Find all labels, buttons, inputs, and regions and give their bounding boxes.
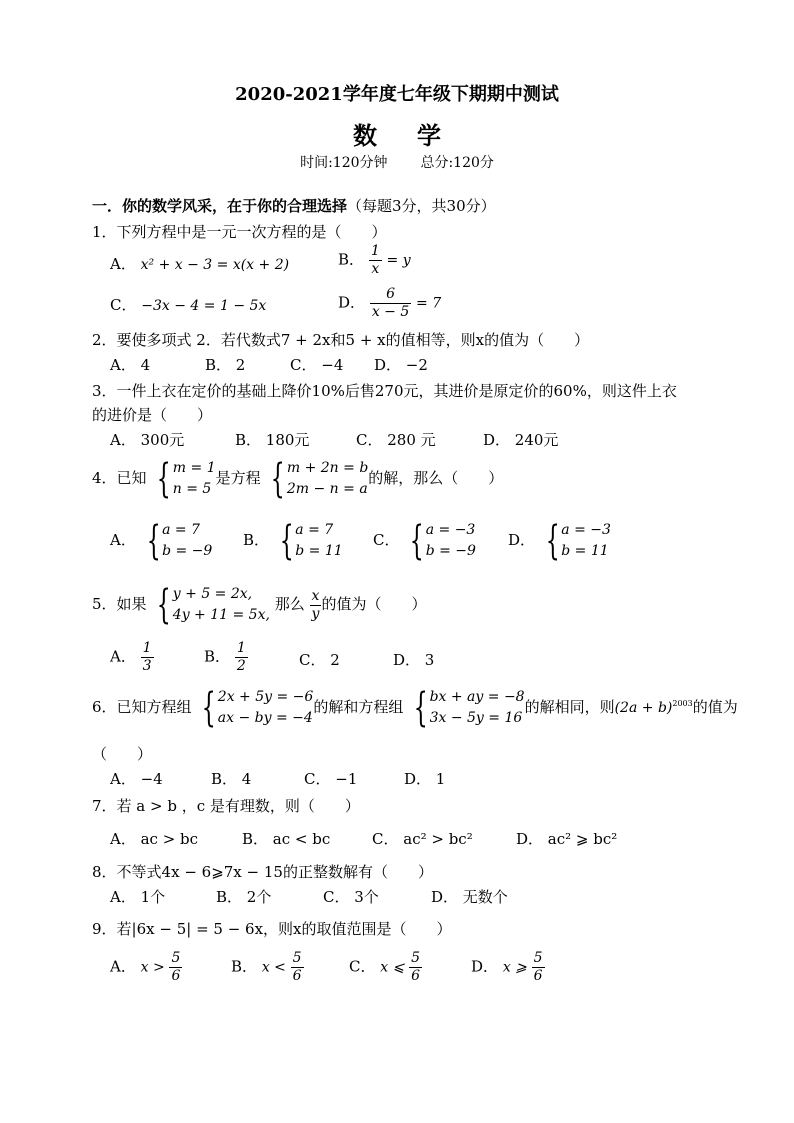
question-7-stem: 7．若 a > b ，c 是有理数，则（ ） <box>92 797 360 815</box>
q9-a-label: A． <box>110 957 136 976</box>
q6-sys2-row1: bx + ay = −8 <box>429 689 525 705</box>
q5-a-den: 3 <box>142 658 152 674</box>
q4-c-system: { a = −3 b = −9 <box>409 518 476 564</box>
q9-c-label: C． <box>349 957 376 976</box>
q5-system: { y + 5 = 2x, 4y + 11 = 5x, <box>157 582 270 628</box>
q5-frac-den: y <box>311 605 320 622</box>
q9-d-label: D． <box>471 957 499 976</box>
q4-d-row2: b = 11 <box>561 543 609 559</box>
q4-c-row1: a = −3 <box>425 522 476 538</box>
q1-b-label: B． <box>338 250 365 269</box>
q8-option-d: D． 无数个 <box>431 888 508 906</box>
q6-exponent: 2003 <box>672 699 693 708</box>
q1-d-rest: = 7 <box>416 295 442 312</box>
subject-title: 数学 <box>353 121 481 150</box>
q9-a-num: 5 <box>171 950 181 966</box>
q9-d-den: 6 <box>533 968 543 984</box>
q9-option-a <box>110 950 182 985</box>
q4-mid: 是方程 <box>215 469 261 487</box>
q4-d-row1: a = −3 <box>561 522 611 538</box>
q5-a-label: A． <box>110 647 136 666</box>
section-heading <box>92 195 496 216</box>
question-3-stem-line2: 的进价是（ ） <box>92 406 213 424</box>
score-label: 总分:120分 <box>420 155 494 171</box>
q6-sys2-row2: 3x − 5y = 16 <box>429 710 523 726</box>
q2-option-c: C． −4 <box>290 356 344 374</box>
question-2-stem: 2．要使多项式 2．若代数式7 + 2x和5 + x的值相等，则x的值为（ ） <box>92 331 590 349</box>
q4-a-system: { a = 7 b = −9 <box>146 518 213 564</box>
q1-b-num: 1 <box>370 243 380 259</box>
q7-option-a: A． ac > bc <box>110 830 199 848</box>
q1-option-b <box>338 243 411 278</box>
q7-option-b: B． ac < bc <box>242 830 331 848</box>
q1-b-rest: = y <box>386 252 411 269</box>
q5-b-fraction <box>235 640 248 675</box>
q9-b-label: B． <box>231 957 258 976</box>
q1-option-d <box>338 286 441 321</box>
question-8-stem: 8．不等式4x − 6⩾7x − 15的正整数解有（ ） <box>92 863 433 881</box>
q9-d-rel: x ⩾ <box>502 959 527 976</box>
q2-option-d: D． −2 <box>374 356 428 374</box>
q6-option-b: B． 4 <box>211 770 252 788</box>
q8-option-a: A． 1个 <box>110 888 166 906</box>
q4-a-row1: a = 7 <box>162 522 200 538</box>
q9-b-num: 5 <box>292 950 302 966</box>
q9-a-fraction <box>169 950 182 985</box>
q6-sys1-row1: 2x + 5y = −6 <box>217 689 314 705</box>
q5-frac-num: x <box>311 587 320 604</box>
exam-meta <box>0 152 794 172</box>
q5-post: 的值为（ ） <box>321 595 427 613</box>
q4-b-label: B． <box>243 531 270 549</box>
q6-post2: 的值为 <box>692 698 738 716</box>
q6-option-d: D． 1 <box>404 770 446 788</box>
q4-sys1-row1: m = 1 <box>172 460 216 476</box>
q6-pre: 6．已知方程组 <box>92 698 192 716</box>
q2-option-a: A． 4 <box>110 356 151 374</box>
q7-option-c: C． ac² > bc² <box>372 830 473 848</box>
q6-system-1: { 2x + 5y = −6 ax − by = −4 <box>202 685 314 731</box>
q9-c-num: 5 <box>411 950 421 966</box>
q4-b-system: { a = 7 b = 11 <box>279 518 343 564</box>
q9-b-rel: x < <box>261 959 286 976</box>
q1-a-label: A． <box>110 255 136 273</box>
q3-option-b: B． 180元 <box>235 431 310 449</box>
q3-option-d: D． 240元 <box>483 431 559 449</box>
q1-d-num: 6 <box>386 286 395 302</box>
q6-mid: 的解和方程组 <box>313 698 404 716</box>
q1-d-fraction <box>370 286 411 321</box>
q9-d-num: 5 <box>533 950 543 966</box>
q9-b-fraction <box>291 950 304 985</box>
q5-option-d: D． 3 <box>393 651 435 669</box>
q4-c-label: C． <box>373 531 400 549</box>
q4-option-b <box>243 520 343 562</box>
q9-c-fraction <box>409 950 422 985</box>
q6-option-a: A． −4 <box>110 770 163 788</box>
q4-d-label: D． <box>508 531 536 549</box>
q9-option-c <box>349 950 422 985</box>
q6-expression: (2a + b) <box>614 700 673 716</box>
q4-option-c <box>373 520 476 562</box>
q6-post1: 的解相同，则 <box>524 698 615 716</box>
q5-b-label: B． <box>204 647 231 666</box>
q5-option-a <box>110 640 154 675</box>
q5-option-c: C． 2 <box>299 651 340 669</box>
q3-option-c: C． 280 元 <box>356 431 436 449</box>
q1-a-expr: x² + x − 3 = x(x + 2) <box>140 257 290 273</box>
q4-a-row2: b = −9 <box>162 543 213 559</box>
question-9-stem: 9．若|6x − 5| = 5 − 6x，则x的取值范围是（ ） <box>92 920 452 938</box>
question-4-stem <box>92 458 503 500</box>
q2-option-b: B． 2 <box>205 356 246 374</box>
q6-answer-paren: （ ） <box>92 745 153 763</box>
exam-title: 2020-2021学年度七年级下期期中测试 <box>235 84 559 105</box>
q4-sys2-row2: 2m − n = a <box>286 481 368 497</box>
q4-post: 的解，那么（ ） <box>368 469 504 487</box>
q4-d-system: { a = −3 b = 11 <box>545 518 611 564</box>
q4-b-row1: a = 7 <box>295 522 334 538</box>
section-note: （每题3分，共30分） <box>347 197 496 215</box>
q1-c-expr: −3x − 4 = 1 − 5x <box>141 298 267 314</box>
q5-b-num: 1 <box>236 640 246 656</box>
q3-option-a: A． 300元 <box>110 431 185 449</box>
q9-d-fraction <box>532 950 545 985</box>
q9-option-b <box>231 950 304 985</box>
time-label: 时间:120分钟 <box>300 155 388 171</box>
q8-option-c: C． 3个 <box>323 888 379 906</box>
question-3-stem-line1: 3．一件上衣在定价的基础上降价10%后售270元，其进价是原定价的60%，则这件上衣 <box>92 382 677 400</box>
q6-sys1-row2: ax − by = −4 <box>217 710 313 726</box>
question-5-stem <box>92 584 426 626</box>
q8-option-b: B． 2个 <box>216 888 272 906</box>
q1-b-fraction <box>369 243 382 278</box>
q4-option-a <box>110 520 212 562</box>
q9-b-den: 6 <box>292 968 302 984</box>
q4-sys1-row2: n = 5 <box>172 481 212 497</box>
q9-option-d <box>471 950 545 985</box>
q6-system-2: { bx + ay = −8 3x − 5y = 16 <box>413 685 525 731</box>
question-6-stem <box>92 687 738 729</box>
q5-b-den: 2 <box>236 658 246 674</box>
q1-d-den: x − 5 <box>371 304 410 320</box>
q1-option-c <box>110 294 266 315</box>
q1-d-label: D． <box>338 293 366 312</box>
q4-system-1: { m = 1 n = 5 <box>157 456 216 502</box>
question-1-stem: 1．下列方程中是一元一次方程的是（ ） <box>92 223 387 241</box>
q4-a-label: A． <box>110 531 136 549</box>
q4-c-row2: b = −9 <box>425 543 476 559</box>
q5-option-b <box>204 640 248 675</box>
q6-option-c: C． −1 <box>304 770 358 788</box>
q5-mid: 那么 <box>274 595 305 613</box>
section-title: 一．你的数学风采，在于你的合理选择 <box>92 197 348 215</box>
q4-b-row2: b = 11 <box>295 543 343 559</box>
q9-a-rel: x > <box>140 959 165 976</box>
q4-system-2: { m + 2n = b 2m − n = a <box>271 456 369 502</box>
q1-c-label: C． <box>110 296 137 314</box>
q5-fraction <box>310 588 322 623</box>
q5-sys-row2: 4y + 11 = 5x, <box>172 607 270 623</box>
q5-a-num: 1 <box>142 640 152 656</box>
q5-a-fraction <box>141 640 154 675</box>
q4-option-d <box>508 520 611 562</box>
q4-pre: 4．已知 <box>92 469 147 487</box>
q9-c-den: 6 <box>411 968 421 984</box>
q9-c-rel: x ⩽ <box>380 959 405 976</box>
q5-sys-row1: y + 5 = 2x, <box>172 586 253 602</box>
q5-pre: 5．如果 <box>92 595 147 613</box>
q9-a-den: 6 <box>171 968 181 984</box>
q4-sys2-row1: m + 2n = b <box>286 460 369 476</box>
q7-option-d: D． ac² ⩾ bc² <box>516 830 618 848</box>
q1-option-a <box>110 253 289 274</box>
q1-b-den: x <box>369 260 382 278</box>
